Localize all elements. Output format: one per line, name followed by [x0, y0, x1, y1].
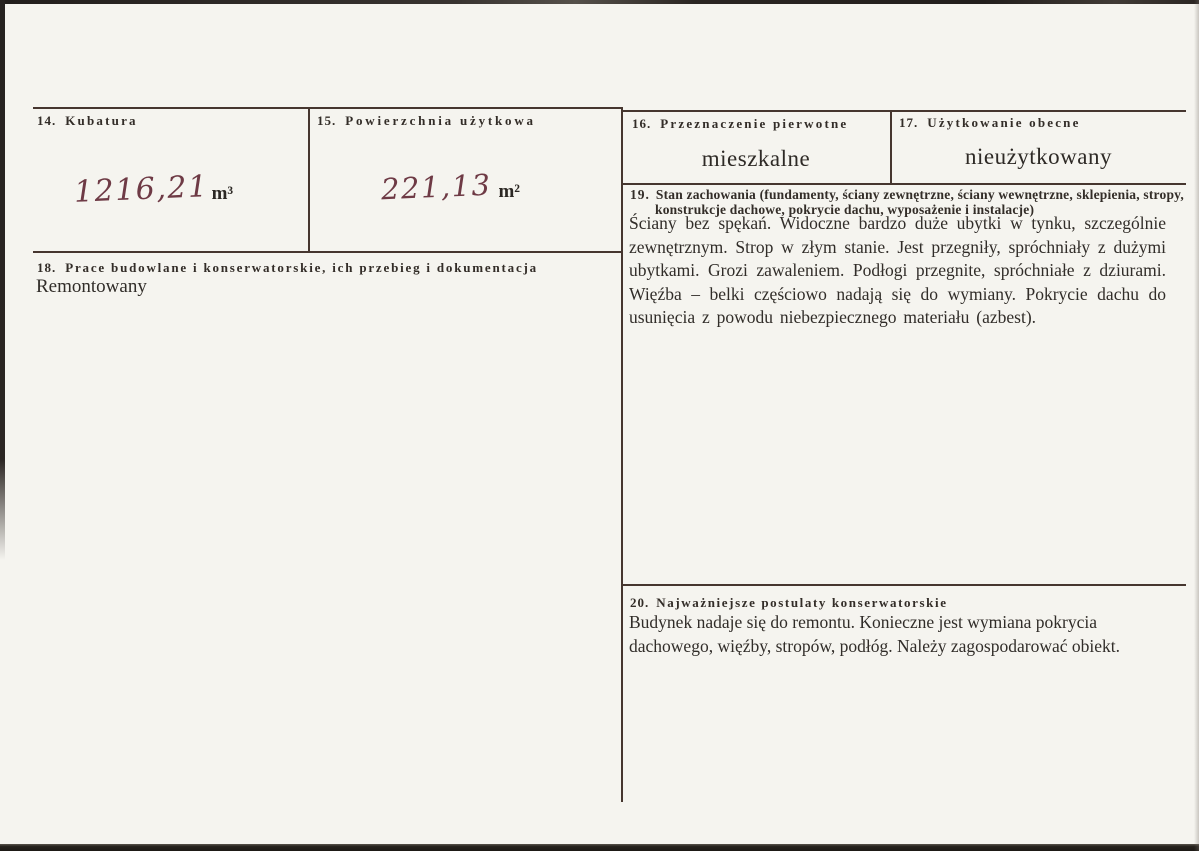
field-16-value: mieszkalne [701, 146, 811, 171]
field-15-number: 15. [317, 113, 337, 128]
field-16-label [632, 116, 848, 132]
field-19-label-line1 [630, 187, 1184, 203]
field-15-label-text: Powierzchnia użytkowa [345, 113, 536, 128]
field-20-label [630, 595, 948, 611]
field-17-value: nieużytkowany [964, 144, 1112, 169]
field-15-label [317, 113, 536, 129]
field-16-number: 16. [632, 116, 652, 131]
line-top-left-block [33, 107, 623, 109]
field-19-label-text2: konstrukcje dachowe, pokrycie dachu, wyposażenie i instalacje) [655, 202, 1035, 217]
field-20-label-text: Najważniejsze postulaty konserwatorskie [656, 595, 948, 610]
scan-edge-top [0, 0, 1199, 4]
field-14-unit: m³ [211, 183, 234, 204]
field-19-value: Ściany bez spękań. Widoczne bardzo duże ubytki w tynku, szczególnie zewnętrznym. Strop w złym stanie. Jest przegniły, spróchniały z dużymi ubytkami. Grozi zawaleniem. Podłogi przegnite, spróchniałe z dziurami. Więźba – belki częściowo nadają się do wymiany. Pokrycie dachu do usunięcia z powodu niebezpiecznego materiału (azbest). [629, 213, 1166, 327]
line-center-divider [621, 107, 623, 802]
field-20-number: 20. [630, 595, 650, 610]
field-20-value: Budynek nadaje się do remontu. Konieczne jest wymiana pokrycia dachowego, więźby, stropów, podłóg. Należy zagospodarować obiekt. [629, 612, 1120, 656]
scan-edge-bottom [0, 844, 1199, 851]
field-17-label [899, 115, 1081, 131]
line-bottom-14-15 [33, 251, 623, 253]
field-15-handwritten-value: 221,13 [380, 167, 493, 207]
field-18-label-text: Prace budowlane i konserwatorskie, ich przebieg i dokumentacja [65, 260, 538, 275]
line-top-20 [622, 584, 1186, 586]
field-15-value [380, 167, 521, 207]
field-18-number: 18. [37, 260, 57, 275]
line-top-right-block [622, 110, 1186, 112]
field-17-label-text: Użytkowanie obecne [927, 115, 1081, 130]
field-14-handwritten-value: 1216,21 [73, 169, 210, 210]
scan-edge-left [0, 0, 5, 560]
field-14-label-text: Kubatura [65, 113, 138, 128]
field-18-label [37, 260, 538, 276]
field-14-number: 14. [37, 113, 57, 128]
line-divider-14-15 [308, 108, 310, 253]
field-14-label [37, 113, 138, 129]
line-bottom-16-17 [622, 183, 1186, 185]
field-19-label-text1: Stan zachowania (fundamenty, ściany zewnętrzne, ściany wewnętrzne, sklepienia, stropy, [655, 187, 1184, 202]
field-19-number: 19. [630, 187, 650, 202]
field-14-value [73, 169, 234, 210]
field-18-value: Remontowany [36, 276, 147, 297]
field-15-unit: m² [498, 181, 521, 202]
field-16-label-text: Przeznaczenie pierwotne [660, 116, 849, 131]
scan-edge-right [1194, 0, 1199, 851]
field-17-number: 17. [899, 115, 919, 130]
